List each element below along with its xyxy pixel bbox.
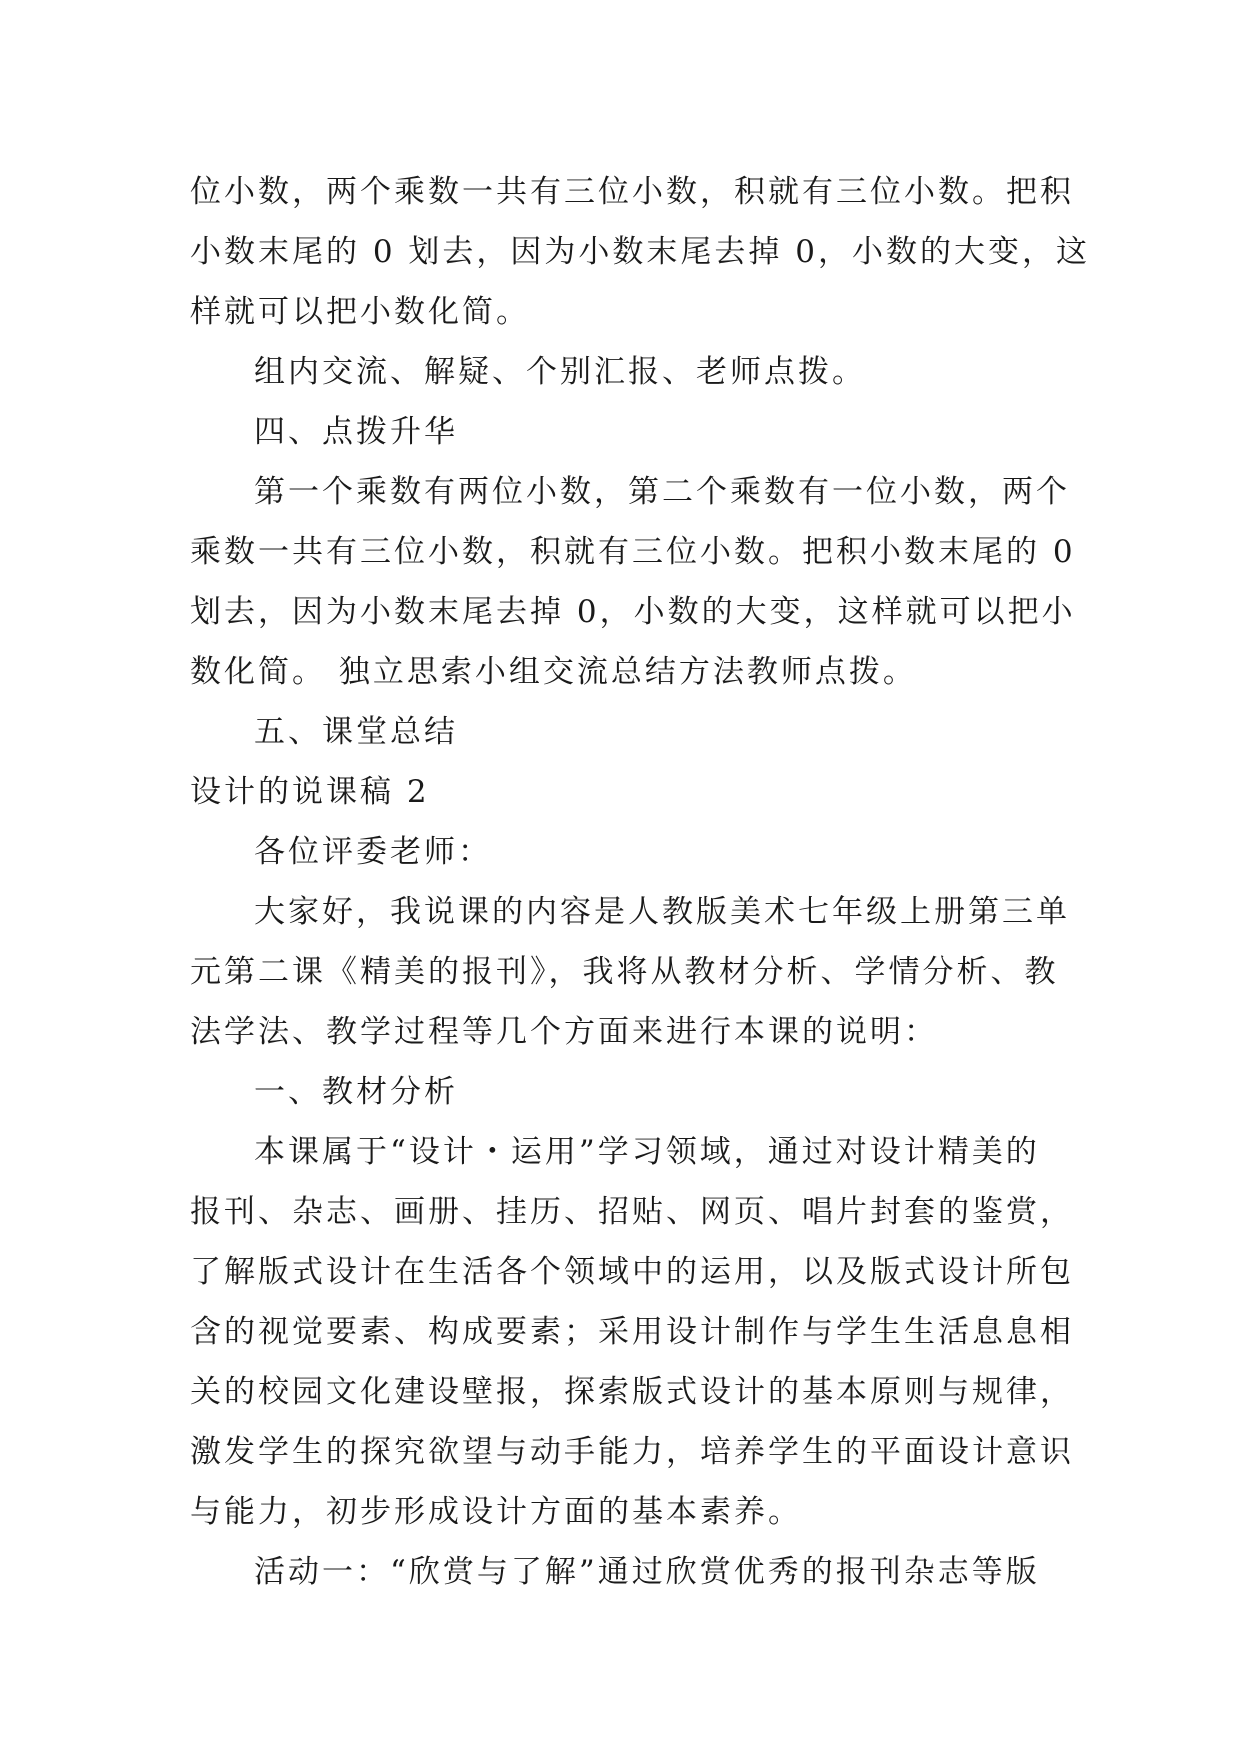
text-line: 样就可以把小数化简。 [190,294,530,330]
text-line: 大家好，我说课的内容是人教版美术七年级上册第三单 [254,894,1070,930]
text-line: 第一个乘数有两位小数，第二个乘数有一位小数，两个 [254,474,1070,510]
text-line: 四、点拨升华 [254,414,458,450]
text-line: 法学法、教学过程等几个方面来进行本课的说明： [190,1014,938,1050]
document-body [190,162,1091,1602]
text-line: 各位评委老师： [254,834,492,870]
text-line: 元第二课《精美的报刊》，我将从教材分析、学情分析、教 [190,954,1059,990]
text-line: 划去，因为小数末尾去掉 0，小数的大变，这样就可以把小 [190,594,1076,630]
text-line: 活动一：“欣赏与了解”通过欣赏优秀的报刊杂志等版 [254,1554,1040,1590]
text-line: 乘数一共有三位小数，积就有三位小数。把积小数末尾的 0 [190,534,1076,570]
text-line: 激发学生的探究欲望与动手能力，培养学生的平面设计意识 [190,1434,1074,1470]
text-line: 位小数，两个乘数一共有三位小数，积就有三位小数。把积 [190,174,1074,210]
text-line: 小数末尾的 0 划去，因为小数末尾去掉 0，小数的大变，这 [190,234,1091,270]
text-line: 一、教材分析 [254,1074,458,1110]
text-line: 关的校园文化建设壁报，探索版式设计的基本原则与规律， [190,1374,1074,1410]
text-line: 报刊、杂志、画册、挂历、招贴、网页、唱片封套的鉴赏， [190,1194,1074,1230]
text-line: 五、课堂总结 [254,714,458,750]
text-line: 含的视觉要素、构成要素；采用设计制作与学生生活息息相 [190,1314,1074,1350]
text-line: 设计的说课稿 2 [190,774,430,810]
text-line: 本课属于“设计・运用”学习领域，通过对设计精美的 [254,1134,1040,1170]
text-line: 组内交流、解疑、个别汇报、老师点拨。 [254,354,866,390]
text-line: 数化简。 独立思索小组交流总结方法教师点拨。 [190,654,917,690]
text-line: 了解版式设计在生活各个领域中的运用，以及版式设计所包 [190,1254,1074,1290]
text-line: 与能力，初步形成设计方面的基本素养。 [190,1494,802,1530]
